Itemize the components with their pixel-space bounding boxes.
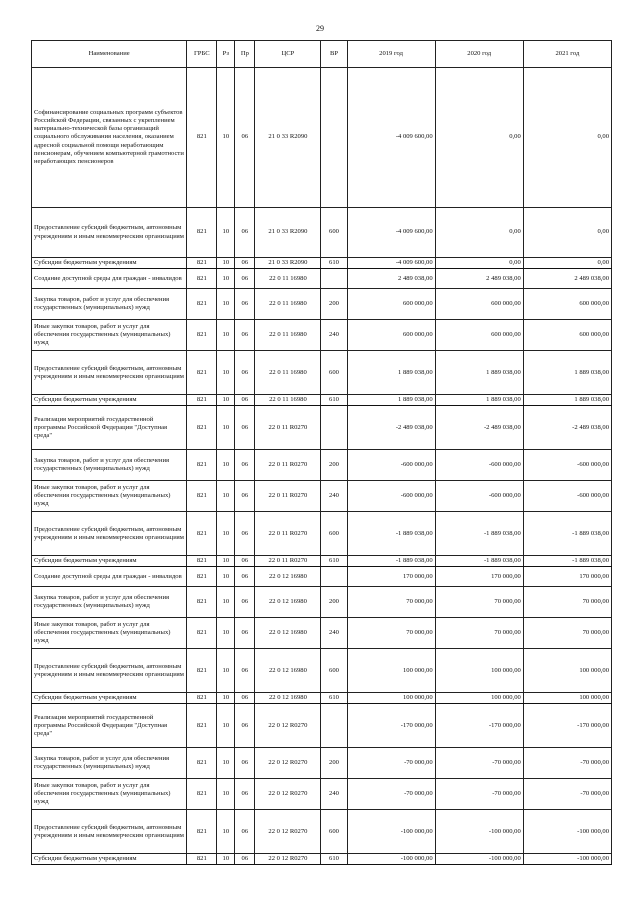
row-pr: 06 (235, 269, 255, 289)
table-row (32, 748, 612, 779)
row-value-2020: 0,00 (435, 68, 523, 208)
row-value-2021: 0,00 (523, 68, 611, 208)
row-value-2019: 100 000,00 (347, 693, 435, 704)
row-pr: 06 (235, 556, 255, 567)
row-vr (321, 68, 347, 208)
row-vr: 200 (321, 450, 347, 481)
row-name: Закупка товаров, работ и услуг для обеспечения государственных (муниципальных) нужд (32, 748, 187, 779)
row-vr: 240 (321, 618, 347, 649)
row-vr: 610 (321, 395, 347, 406)
row-rz: 10 (217, 320, 235, 351)
row-value-2021: -600 000,00 (523, 481, 611, 512)
row-value-2021: -100 000,00 (523, 810, 611, 854)
row-name: Предоставление субсидий бюджетным, автономным учреждениям и иным некоммерческим организациям (32, 512, 187, 556)
row-value-2021: 70 000,00 (523, 587, 611, 618)
row-value-2020: 170 000,00 (435, 567, 523, 587)
row-rz: 10 (217, 481, 235, 512)
row-vr: 200 (321, 587, 347, 618)
row-csr: 22 0 12 16980 (255, 587, 321, 618)
row-pr: 06 (235, 320, 255, 351)
row-vr: 600 (321, 649, 347, 693)
row-grbs: 821 (187, 748, 217, 779)
row-grbs: 821 (187, 704, 217, 748)
row-grbs: 821 (187, 269, 217, 289)
row-csr: 22 0 12 16980 (255, 567, 321, 587)
row-pr: 06 (235, 649, 255, 693)
row-pr: 06 (235, 587, 255, 618)
row-value-2021: -1 889 038,00 (523, 556, 611, 567)
table-row (32, 208, 612, 258)
row-vr: 600 (321, 208, 347, 258)
row-vr: 610 (321, 693, 347, 704)
row-pr: 06 (235, 748, 255, 779)
row-value-2021: -2 489 038,00 (523, 406, 611, 450)
table-row (32, 810, 612, 854)
row-name: Субсидии бюджетным учреждениям (32, 258, 187, 269)
row-grbs: 821 (187, 320, 217, 351)
row-csr: 21 0 33 R2090 (255, 208, 321, 258)
row-name: Субсидии бюджетным учреждениям (32, 556, 187, 567)
row-rz: 10 (217, 269, 235, 289)
row-value-2020: 600 000,00 (435, 320, 523, 351)
row-csr: 21 0 33 R2090 (255, 68, 321, 208)
header-grbs: ГРБС (187, 41, 217, 68)
row-csr: 22 0 11 16980 (255, 289, 321, 320)
row-value-2021: 1 889 038,00 (523, 395, 611, 406)
row-csr: 22 0 11 16980 (255, 351, 321, 395)
row-value-2021: -100 000,00 (523, 854, 611, 865)
row-pr: 06 (235, 704, 255, 748)
row-value-2021: 70 000,00 (523, 618, 611, 649)
row-grbs: 821 (187, 450, 217, 481)
row-value-2021: 600 000,00 (523, 320, 611, 351)
row-rz: 10 (217, 748, 235, 779)
row-rz: 10 (217, 395, 235, 406)
row-value-2021: 100 000,00 (523, 649, 611, 693)
table-row (32, 556, 612, 567)
row-vr (321, 704, 347, 748)
row-csr: 22 0 12 R0270 (255, 810, 321, 854)
row-pr: 06 (235, 450, 255, 481)
row-value-2020: 0,00 (435, 208, 523, 258)
row-value-2021: 0,00 (523, 258, 611, 269)
row-value-2019: -70 000,00 (347, 748, 435, 779)
row-grbs: 821 (187, 481, 217, 512)
row-grbs: 821 (187, 406, 217, 450)
row-rz: 10 (217, 854, 235, 865)
row-vr: 240 (321, 320, 347, 351)
row-value-2020: 0,00 (435, 258, 523, 269)
row-rz: 10 (217, 258, 235, 269)
row-rz: 10 (217, 450, 235, 481)
row-value-2019: 1 889 038,00 (347, 395, 435, 406)
row-value-2020: 100 000,00 (435, 693, 523, 704)
row-value-2019: -170 000,00 (347, 704, 435, 748)
row-value-2019: -2 489 038,00 (347, 406, 435, 450)
row-value-2019: 100 000,00 (347, 649, 435, 693)
row-value-2020: -100 000,00 (435, 854, 523, 865)
header-2021: 2021 год (523, 41, 611, 68)
table-row (32, 567, 612, 587)
row-name: Софинансирование социальных программ субъектов Российской Федерации, связанных с укреплением материально-технической базы организаций социального обслуживания населения, оказанием адресной социальной помощи неработающим пенсионерам, обучением компьютерной грамотности неработающих пенсионеров (32, 68, 187, 208)
table-row (32, 587, 612, 618)
table-row (32, 269, 612, 289)
row-vr: 600 (321, 512, 347, 556)
table-row (32, 693, 612, 704)
row-name: Иные закупки товаров, работ и услуг для обеспечения государственных (муниципальных) нужд (32, 618, 187, 649)
row-csr: 22 0 11 16980 (255, 320, 321, 351)
row-value-2019: -70 000,00 (347, 779, 435, 810)
row-name: Субсидии бюджетным учреждениям (32, 693, 187, 704)
row-grbs: 821 (187, 289, 217, 320)
row-csr: 21 0 33 R2090 (255, 258, 321, 269)
table-row (32, 618, 612, 649)
header-name: Наименование (32, 41, 187, 68)
table-header-row (32, 41, 612, 68)
row-value-2021: 600 000,00 (523, 289, 611, 320)
row-rz: 10 (217, 406, 235, 450)
row-pr: 06 (235, 208, 255, 258)
table-row (32, 320, 612, 351)
table-row (32, 289, 612, 320)
table-row (32, 450, 612, 481)
row-name: Субсидии бюджетным учреждениям (32, 854, 187, 865)
row-name: Иные закупки товаров, работ и услуг для обеспечения государственных (муниципальных) нужд (32, 320, 187, 351)
row-value-2019: 600 000,00 (347, 320, 435, 351)
row-csr: 22 0 11 R0270 (255, 450, 321, 481)
row-value-2019: 70 000,00 (347, 618, 435, 649)
table-row (32, 406, 612, 450)
row-pr: 06 (235, 481, 255, 512)
row-grbs: 821 (187, 618, 217, 649)
row-value-2020: -70 000,00 (435, 779, 523, 810)
row-csr: 22 0 12 16980 (255, 693, 321, 704)
row-rz: 10 (217, 556, 235, 567)
row-vr: 200 (321, 289, 347, 320)
page-number: 29 (316, 24, 324, 33)
row-pr: 06 (235, 693, 255, 704)
row-value-2021: 170 000,00 (523, 567, 611, 587)
row-grbs: 821 (187, 512, 217, 556)
row-name: Закупка товаров, работ и услуг для обеспечения государственных (муниципальных) нужд (32, 450, 187, 481)
row-csr: 22 0 12 16980 (255, 649, 321, 693)
row-pr: 06 (235, 512, 255, 556)
row-value-2019: 70 000,00 (347, 587, 435, 618)
row-value-2020: -170 000,00 (435, 704, 523, 748)
row-vr (321, 269, 347, 289)
row-pr: 06 (235, 395, 255, 406)
row-grbs: 821 (187, 351, 217, 395)
row-name: Предоставление субсидий бюджетным, автономным учреждениям и иным некоммерческим организациям (32, 351, 187, 395)
row-rz: 10 (217, 567, 235, 587)
row-value-2020: -1 889 038,00 (435, 556, 523, 567)
row-rz: 10 (217, 208, 235, 258)
row-value-2020: 70 000,00 (435, 618, 523, 649)
row-value-2019: -100 000,00 (347, 854, 435, 865)
row-value-2020: -600 000,00 (435, 450, 523, 481)
row-rz: 10 (217, 587, 235, 618)
row-grbs: 821 (187, 556, 217, 567)
row-csr: 22 0 11 16980 (255, 395, 321, 406)
row-value-2020: 100 000,00 (435, 649, 523, 693)
row-value-2019: -4 009 600,00 (347, 258, 435, 269)
row-grbs: 821 (187, 649, 217, 693)
row-rz: 10 (217, 512, 235, 556)
row-name: Иные закупки товаров, работ и услуг для обеспечения государственных (муниципальных) нужд (32, 779, 187, 810)
row-value-2021: -170 000,00 (523, 704, 611, 748)
row-grbs: 821 (187, 693, 217, 704)
row-vr: 610 (321, 556, 347, 567)
table-row (32, 481, 612, 512)
row-vr (321, 567, 347, 587)
row-value-2019: -1 889 038,00 (347, 512, 435, 556)
budget-table (31, 40, 612, 865)
row-csr: 22 0 11 16980 (255, 269, 321, 289)
row-rz: 10 (217, 704, 235, 748)
table-row (32, 854, 612, 865)
row-rz: 10 (217, 693, 235, 704)
row-name: Реализация мероприятий государственной программы Российской Федерации "Доступная среда" (32, 406, 187, 450)
table-row (32, 512, 612, 556)
table-row (32, 704, 612, 748)
row-csr: 22 0 11 R0270 (255, 512, 321, 556)
row-value-2019: -4 009 600,00 (347, 68, 435, 208)
row-vr: 600 (321, 351, 347, 395)
row-value-2021: 100 000,00 (523, 693, 611, 704)
row-value-2019: -100 000,00 (347, 810, 435, 854)
row-vr: 240 (321, 779, 347, 810)
row-value-2020: 600 000,00 (435, 289, 523, 320)
row-pr: 06 (235, 567, 255, 587)
row-name: Предоставление субсидий бюджетным, автономным учреждениям и иным некоммерческим организациям (32, 649, 187, 693)
row-rz: 10 (217, 68, 235, 208)
row-pr: 06 (235, 618, 255, 649)
row-value-2020: 1 889 038,00 (435, 351, 523, 395)
row-name: Реализация мероприятий государственной программы Российской Федерации "Доступная среда" (32, 704, 187, 748)
row-value-2019: -600 000,00 (347, 450, 435, 481)
row-grbs: 821 (187, 854, 217, 865)
row-value-2020: -70 000,00 (435, 748, 523, 779)
header-2019: 2019 год (347, 41, 435, 68)
row-rz: 10 (217, 289, 235, 320)
row-name: Создание доступной среды для граждан - инвалидов (32, 567, 187, 587)
row-vr: 610 (321, 258, 347, 269)
header-2020: 2020 год (435, 41, 523, 68)
row-pr: 06 (235, 351, 255, 395)
row-value-2020: -1 889 038,00 (435, 512, 523, 556)
row-pr: 06 (235, 68, 255, 208)
row-pr: 06 (235, 854, 255, 865)
row-pr: 06 (235, 258, 255, 269)
row-name: Предоставление субсидий бюджетным, автономным учреждениям и иным некоммерческим организациям (32, 810, 187, 854)
row-name: Субсидии бюджетным учреждениям (32, 395, 187, 406)
header-pr: Пр (235, 41, 255, 68)
row-value-2021: -70 000,00 (523, 748, 611, 779)
row-vr: 610 (321, 854, 347, 865)
table-row (32, 68, 612, 208)
row-value-2019: 1 889 038,00 (347, 351, 435, 395)
row-grbs: 821 (187, 68, 217, 208)
header-csr: ЦСР (255, 41, 321, 68)
row-value-2021: 2 489 038,00 (523, 269, 611, 289)
row-pr: 06 (235, 406, 255, 450)
table-row (32, 258, 612, 269)
row-rz: 10 (217, 810, 235, 854)
table-row (32, 395, 612, 406)
row-grbs: 821 (187, 208, 217, 258)
row-value-2019: 600 000,00 (347, 289, 435, 320)
row-value-2021: -600 000,00 (523, 450, 611, 481)
row-csr: 22 0 12 R0270 (255, 779, 321, 810)
row-grbs: 821 (187, 567, 217, 587)
row-value-2019: -4 009 600,00 (347, 208, 435, 258)
row-grbs: 821 (187, 587, 217, 618)
row-value-2019: 170 000,00 (347, 567, 435, 587)
row-csr: 22 0 12 16980 (255, 618, 321, 649)
row-value-2020: -100 000,00 (435, 810, 523, 854)
row-name: Иные закупки товаров, работ и услуг для обеспечения государственных (муниципальных) нужд (32, 481, 187, 512)
row-csr: 22 0 12 R0270 (255, 704, 321, 748)
row-pr: 06 (235, 810, 255, 854)
row-value-2021: -70 000,00 (523, 779, 611, 810)
row-rz: 10 (217, 649, 235, 693)
row-rz: 10 (217, 351, 235, 395)
row-csr: 22 0 11 R0270 (255, 406, 321, 450)
row-vr: 600 (321, 810, 347, 854)
table-row (32, 649, 612, 693)
row-pr: 06 (235, 289, 255, 320)
row-value-2020: 2 489 038,00 (435, 269, 523, 289)
row-value-2020: -2 489 038,00 (435, 406, 523, 450)
row-pr: 06 (235, 779, 255, 810)
row-csr: 22 0 11 R0270 (255, 481, 321, 512)
row-vr (321, 406, 347, 450)
row-value-2020: -600 000,00 (435, 481, 523, 512)
row-csr: 22 0 12 R0270 (255, 748, 321, 779)
header-rz: Рз (217, 41, 235, 68)
row-name: Закупка товаров, работ и услуг для обеспечения государственных (муниципальных) нужд (32, 587, 187, 618)
row-grbs: 821 (187, 810, 217, 854)
row-name: Закупка товаров, работ и услуг для обеспечения государственных (муниципальных) нужд (32, 289, 187, 320)
row-value-2021: 1 889 038,00 (523, 351, 611, 395)
row-csr: 22 0 11 R0270 (255, 556, 321, 567)
row-name: Предоставление субсидий бюджетным, автономным учреждениям и иным некоммерческим организациям (32, 208, 187, 258)
table-row (32, 351, 612, 395)
row-value-2021: -1 889 038,00 (523, 512, 611, 556)
row-csr: 22 0 12 R0270 (255, 854, 321, 865)
row-vr: 240 (321, 481, 347, 512)
row-grbs: 821 (187, 258, 217, 269)
row-value-2019: -1 889 038,00 (347, 556, 435, 567)
row-value-2019: 2 489 038,00 (347, 269, 435, 289)
row-name: Создание доступной среды для граждан - инвалидов (32, 269, 187, 289)
table-row (32, 779, 612, 810)
row-vr: 200 (321, 748, 347, 779)
header-vr: ВР (321, 41, 347, 68)
row-grbs: 821 (187, 779, 217, 810)
row-value-2020: 70 000,00 (435, 587, 523, 618)
row-grbs: 821 (187, 395, 217, 406)
row-rz: 10 (217, 779, 235, 810)
row-value-2021: 0,00 (523, 208, 611, 258)
row-value-2019: -600 000,00 (347, 481, 435, 512)
table-body (32, 68, 612, 865)
row-rz: 10 (217, 618, 235, 649)
row-value-2020: 1 889 038,00 (435, 395, 523, 406)
